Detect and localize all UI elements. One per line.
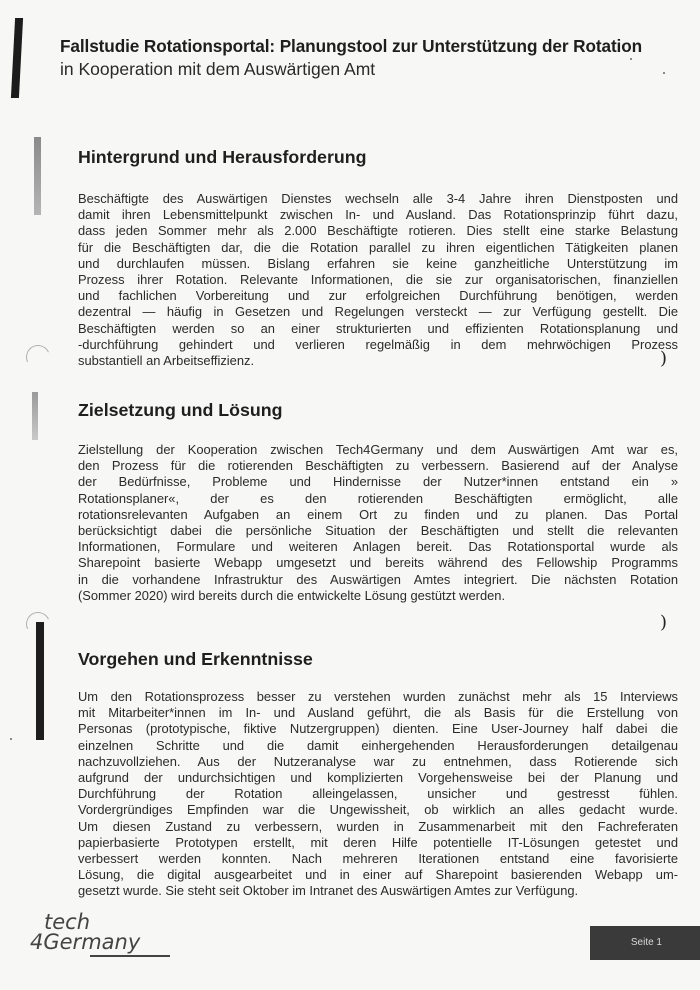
text-line: Um den Rotationsprozess besser zu verstehen wurden zunächst mehr als 15 Interviews [78,689,678,704]
text-line: Lösung, die digital ausgearbeitet und in einer auf Sharepoint basierenden Webapp um- [78,867,678,883]
text-line: dass jeden Sommer mehr als 2.000 Beschäftigte rotieren. Dies stellt eine starke Belastung [78,223,678,239]
text-line: Beschäftigte des Auswärtigen Dienstes wechseln alle 3-4 Jahre ihren Dienstposten und [78,191,678,206]
text-line: damit ihren Lebensmittelpunkt zwischen In- und Ausland. Das Rotationsprinzip führt dazu, [78,207,678,223]
scan-margin-mark [36,622,44,740]
text-line: papierbasierte Prototypen erstellt, mit deren Hilfe potentielle IT-Lösungen getestet und [78,834,678,850]
scan-bracket-mark: ) [660,612,668,633]
text-line: verbessert werden konnten. Nach mehreren Iterationen entstand eine favorisierte [78,851,678,867]
text-line: in die vorhandene Infrastruktur des Auswärtigen Amtes integriert. Die nächsten Rotation [78,571,678,587]
scan-margin-mark [34,137,41,215]
section-body-goal [78,442,678,604]
section-body-background [78,191,678,369]
text-line: (Sommer 2020) wird bereits durch die entwickelte Lösung gestützt werden. [78,587,506,603]
text-line: berücksichtigt dabei die persönliche Situation der Beschäftigten und stellt die relevanten [78,523,678,539]
section-heading-goal: Zielsetzung und Lösung [78,400,283,420]
text-line: für die Beschäftigten dar, die die Rotation parallel zu ihren eigentlichen Tätigkeiten planen [78,239,678,255]
section-heading-background: Hintergrund und Herausforderung [78,147,367,167]
text-line: mit Mitarbeiter*innen im In- und Ausland geführt, die als Basis für die Erstellung von [78,705,678,721]
text-line: rotationsrelevanten Aufgaben an einem Ort zu finden und zu planen. Das Portal [78,506,678,522]
section-heading-approach: Vorgehen und Erkenntnisse [78,649,313,669]
text-line: Durchführung der Rotation alleingelassen, unsicher und gestresst fühlen. [78,786,678,802]
section-body-approach [78,689,678,900]
text-line: Informationen, Formulare und weiteren Anlagen bereit. Das Rotationsportal wurde als [78,539,678,555]
text-line: Beschäftigten werden so an einer strukturierten und effizienten Rotationsplanung und [78,320,678,336]
text-line: dezentral — häufig in Gesetzen und Regelungen versteckt — zur Verfügung gestellt. Die [78,304,678,320]
text-line: und durchlaufen müssen. Bislang erfahren sie keine ganzheitliche Unterstützung im [78,255,678,271]
scan-speck [630,58,632,60]
logo-text-top: tech [44,910,91,934]
scan-bracket-mark: ) [660,348,668,369]
document-subtitle: in Kooperation mit dem Auswärtigen Amt [60,59,376,79]
page-number: Seite 1 [590,926,700,960]
text-line: den Prozess für die rotierenden Beschäftigten zu verbessern. Basierend auf der Analyse [78,458,678,474]
text-line: Personas (prototypische, fiktive Nutzergruppen) dienten. Eine User-Journey half dabei die [78,721,678,737]
text-line: substantiell an Arbeitseffizienz. [78,353,255,369]
text-line: Prozess ihrer Rotation. Relevante Informationen, die sie zur organisatorischen, finanziellen [78,272,678,288]
text-line: -durchführung gehindert und verlieren regelmäßig in dem mehrwöchigen Prozess [78,336,678,352]
text-line: einzelnen Schritte und die damit einhergehenden Herausforderungen detailgenau [78,737,678,753]
text-line: Vordergründiges Empfinden war die Ungewissheit, ob wirklich an alles gedacht wurde. [78,802,678,818]
scan-speck [663,72,665,74]
text-line: und fachlichen Vorbereitung und zur erfolgreichen Durchführung benötigen, werden [78,288,678,304]
punch-hole-mark [23,609,54,640]
text-line: Rotationsplaner«, der es den rotierenden Beschäftigten ermöglicht, alle [78,490,678,506]
text-line: Sharepoint basierte Webapp umgesetzt und bereits während des Fellowship Programms [78,555,678,571]
text-line: nachzuvollziehen. Aus der Nutzeranalyse war zu entnehmen, dass Rotierende sich [78,753,678,769]
document-title: Fallstudie Rotationsportal: Planungstool zur Unterstützung der Rotation [60,36,643,56]
text-line: Zielstellung der Kooperation zwischen Tech4Germany und dem Auswärtigen Amt war es, [78,442,678,457]
logo-text-bottom: 4Germany [30,930,141,954]
text-line: gesetzt wurde. Sie steht seit Oktober im Intranet des Auswärtigen Amtes zur Verfügung. [78,883,579,899]
text-line: Um diesen Zustand zu verbessern, wurden in Zusammenarbeit mit den Fachreferaten [78,818,678,834]
text-line: der Bedürfnisse, Probleme und Hindernisse der Nutzer*innen entstand ein » [78,474,678,490]
logo-underline [90,955,170,957]
scan-margin-mark [11,18,23,98]
scan-margin-mark [32,392,38,440]
punch-hole-mark [23,342,54,373]
scan-speck [10,738,12,740]
text-line: aufgrund der undurchsichtigen und komplizierten Vorgehensweise bei der Planung und [78,770,678,786]
